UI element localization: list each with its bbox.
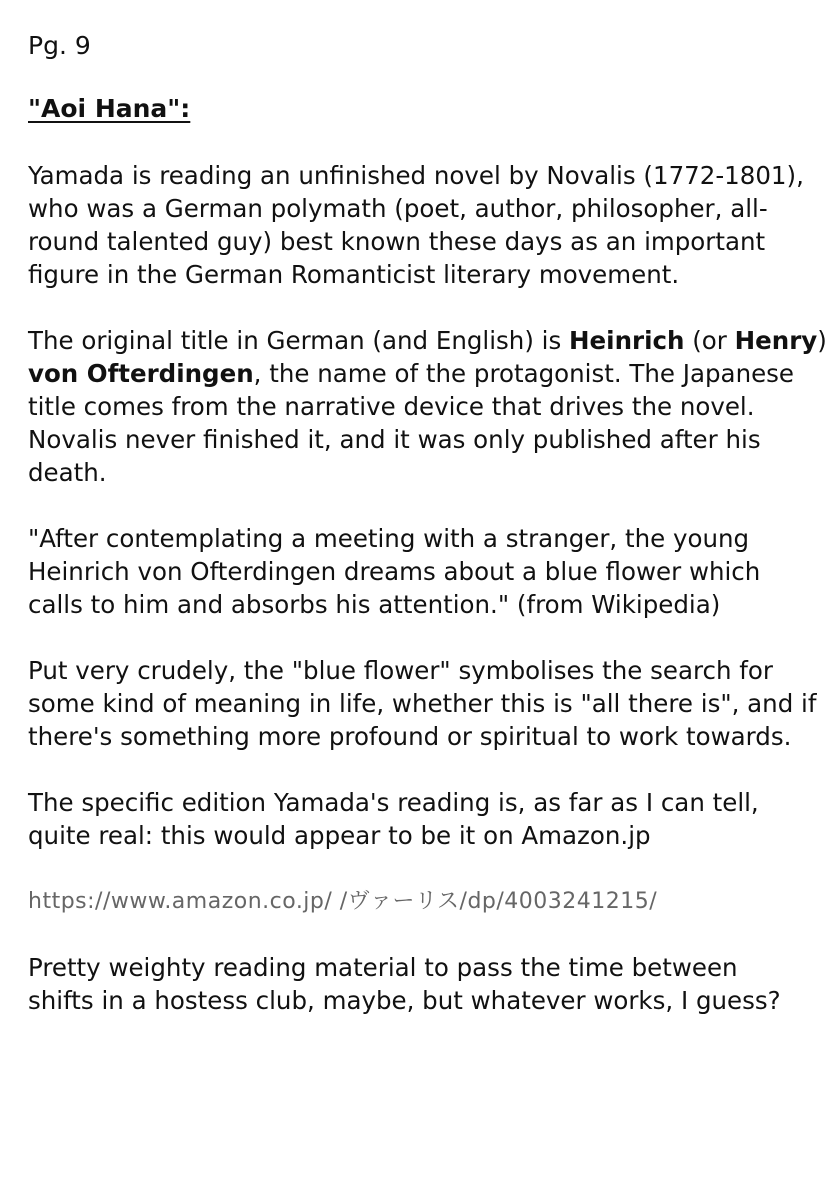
text-line: who was a German polymath (poet, author, philosopher, all-: [28, 194, 768, 223]
text-line: calls to him and absorbs his attention." (from Wikipedia): [28, 590, 721, 619]
text-line: there's something more profound or spiritual to work towards.: [28, 722, 792, 751]
text-line: Novalis never finished it, and it was only published after his: [28, 425, 761, 454]
text-line: title comes from the narrative device that drives the novel.: [28, 392, 755, 421]
text-span: , the name of the protagonist. The Japanese: [253, 359, 795, 388]
text-line: "After contemplating a meeting with a stranger, the young: [28, 524, 750, 553]
paragraph-closing: [28, 951, 818, 1017]
paragraph-quote: [28, 522, 818, 621]
text-line: Heinrich von Ofterdingen dreams about a blue flower which: [28, 557, 761, 586]
text-line: The specific edition Yamada's reading is, as far as I can tell,: [28, 788, 759, 817]
note-page: [28, 28, 827, 1017]
text-span: (or: [684, 326, 735, 355]
text-span: The original title in German (and English) is: [28, 326, 570, 355]
text-span: ): [817, 326, 827, 355]
text-line: [28, 324, 827, 357]
bold-title-ofterdingen: von Ofterdingen: [28, 359, 254, 388]
text-line: death.: [28, 458, 107, 487]
paragraph-novalis: [28, 159, 818, 291]
text-line: figure in the German Romanticist literary movement.: [28, 260, 680, 289]
text-line: round talented guy) best known these days as an important: [28, 227, 766, 256]
bold-title-heinrich: Heinrich: [569, 326, 685, 355]
text-line: [28, 357, 818, 390]
text-line: shifts in a hostess club, maybe, but whatever works, I guess?: [28, 986, 781, 1015]
amazon-url: https://www.amazon.co.jp/ /ヴァーリス/dp/4003241215/: [28, 889, 658, 914]
text-line: Yamada is reading an unfinished novel by Novalis (1772-1801),: [28, 161, 804, 190]
page-number: Pg. 9: [28, 31, 91, 60]
section-heading: "Aoi Hana":: [28, 94, 191, 123]
text-line: some kind of meaning in life, whether this is "all there is", and if: [28, 689, 817, 718]
paragraph-blue-flower: [28, 654, 818, 753]
text-line: Put very crudely, the "blue flower" symbolises the search for: [28, 656, 773, 685]
paragraph-title: [28, 324, 827, 489]
text-line: quite real: this would appear to be it on Amazon.jp: [28, 821, 651, 850]
bold-title-henry: Henry: [734, 326, 818, 355]
text-line: Pretty weighty reading material to pass the time between: [28, 953, 738, 982]
paragraph-edition: [28, 786, 818, 852]
